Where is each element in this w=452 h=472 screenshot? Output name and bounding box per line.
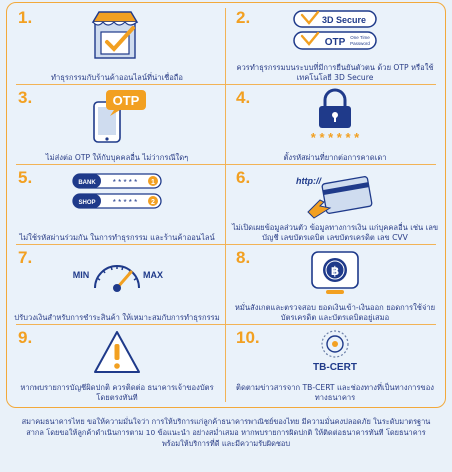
badge-otp-label: OTP xyxy=(324,37,346,48)
footer-note: สมาคมธนาคารไทย ขอให้ความมั่นใจว่า การให้บริการแก่ลูกค้าธนาคารพาณิชย์ของไทย มีความมั่นคงปลอดภัย ในระดับมาตรฐานสากล โดยขอให้ลูกค้าดำเนินการตาม 10 ข้อแนะนำ อย่างสม่ำเสมอ หากพบรายการผิดปกติ ให้ติดต่อธนาคารทันที โดยธนาคารพร้อมให้บริการที่ดี และมีความรับผิดชอบ xyxy=(21,417,431,448)
tip-7 xyxy=(8,244,226,324)
badge-otp-sub1: One Time xyxy=(350,35,370,40)
tip-caption: ติดตามข่าวสารจาก TB-CERT และช่องทางที่เป็นทางการของทางธนาคาร xyxy=(236,383,434,402)
phone-otp-icon xyxy=(82,88,152,144)
svg-text:฿: ฿ xyxy=(330,264,340,278)
tip-number: 7. xyxy=(18,248,33,267)
warning-icon xyxy=(92,328,142,378)
url-text: http:// xyxy=(296,176,321,186)
badge-3d-label: 3D Secure xyxy=(321,15,367,25)
tip-8 xyxy=(226,244,444,324)
tip-caption: หากพบรายการบัญชีผิดปกติ ควรติดต่อ ธนาคารเจ้าของบัตรโดยตรงทันที xyxy=(20,383,214,402)
tip-10 xyxy=(226,324,444,404)
tip-number: 1. xyxy=(18,8,33,27)
tip-caption: หมั่นสังเกตและตรวจสอบ ยอดเงินเข้า-เงินออก ยอดการใช้จ่ายบัตรเครดิต และบัตรเดบิตอยู่เสมอ xyxy=(234,303,436,322)
tip-caption: ปรับวงเงินสำหรับการชำระสินค้า ให้เหมาะสมกับการทำธุรกรรม xyxy=(14,312,220,322)
tip-number: 6. xyxy=(236,168,251,187)
svg-text:* * * * *: * * * * * xyxy=(112,178,138,187)
card-link-icon xyxy=(290,168,380,222)
shop-check-icon xyxy=(89,8,145,62)
svg-text:* * * * *: * * * * * xyxy=(112,198,138,207)
tip-number: 5. xyxy=(18,168,33,187)
tip-number: 9. xyxy=(18,328,33,347)
tbcert-logo-text: TB-CERT xyxy=(313,362,357,373)
tip-caption: ไม่ส่งต่อ OTP ให้กับบุคคลอื่น ไม่ว่ากรณีใดๆ xyxy=(45,152,189,162)
svg-text:1: 1 xyxy=(151,179,155,186)
gauge-icon xyxy=(67,248,167,298)
tip-9 xyxy=(8,324,226,404)
tip-caption: ตั้งรหัสผ่านที่ยากต่อการคาดเดา xyxy=(283,152,387,162)
tip-caption: ไม่เปิดเผยข้อมูลส่วนตัว ข้อมูลทางการเงิน แก่บุคคลอื่น เช่น เลขบัญชี เลขบัตรเดบิต เลขบัตรเครดิต เลข CVV xyxy=(231,223,439,242)
secure-badges-icon xyxy=(290,8,380,54)
coin-monitor-icon xyxy=(308,248,362,298)
tbcert-logo-icon xyxy=(300,328,370,380)
padlock-icon xyxy=(287,88,383,144)
badge-otp-sub2: Password xyxy=(350,41,370,46)
svg-text:SHOP: SHOP xyxy=(78,200,96,206)
gauge-max-label: MAX xyxy=(143,270,163,280)
tip-caption: ไม่ใช้รหัสผ่านร่วมกัน ในการทำธุรกรรม และร้านค้าออนไลน์ xyxy=(19,232,215,242)
tip-caption: ทำธุรกรรมกับร้านค้าออนไลน์ที่น่าเชื่อถือ xyxy=(51,72,183,82)
tip-caption: ควรทำธุรกรรมบนระบบที่มีการยืนยันตัวตน ด้วย OTP หรือใช้เทคโนโลยี 3D Secure xyxy=(236,63,434,82)
tip-number: 3. xyxy=(18,88,33,107)
tip-number: 8. xyxy=(236,248,251,267)
tip-number: 4. xyxy=(236,88,251,107)
tip-5 xyxy=(8,164,226,244)
tip-1 xyxy=(8,4,226,84)
tip-2 xyxy=(226,4,444,84)
svg-text:BANK: BANK xyxy=(78,180,96,186)
tip-4 xyxy=(226,84,444,164)
otp-bubble-label: OTP xyxy=(112,93,140,108)
tip-number: 10. xyxy=(236,328,260,347)
tip-number: 2. xyxy=(236,8,251,27)
masked-password: * * * * * * xyxy=(310,130,360,144)
tip-6 xyxy=(226,164,444,244)
gauge-min-label: MIN xyxy=(72,270,90,280)
svg-text:2: 2 xyxy=(151,199,155,206)
tip-3 xyxy=(8,84,226,164)
password-fields-icon xyxy=(69,168,165,216)
